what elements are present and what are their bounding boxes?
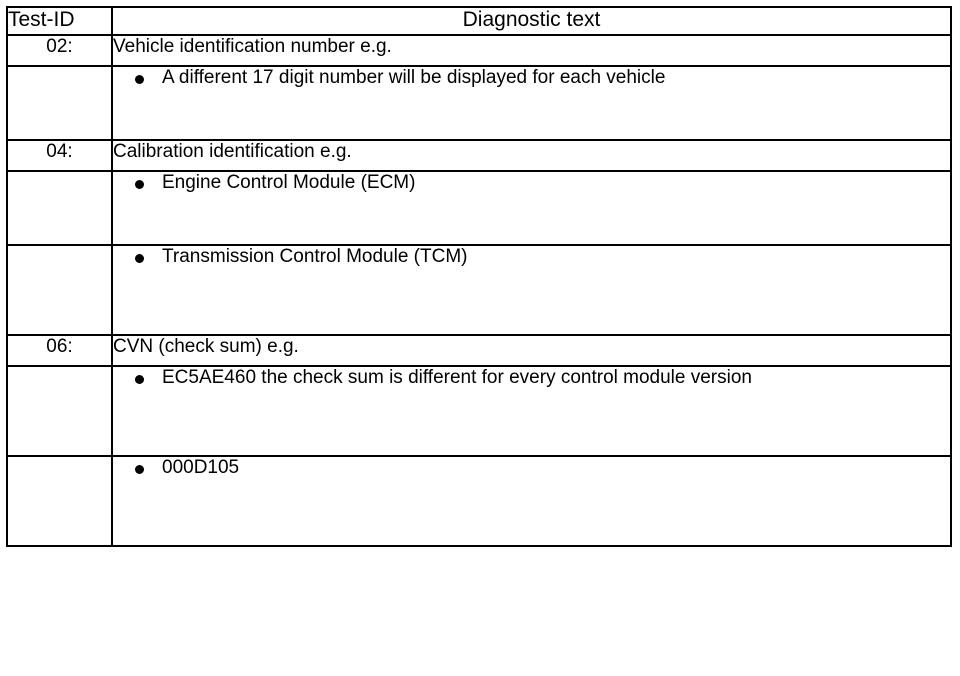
bullet-dot-icon — [135, 254, 144, 263]
cell-test-id: 02: — [7, 35, 112, 66]
cell-diagnostic-text — [112, 366, 951, 456]
cell-test-id — [7, 456, 112, 546]
table-row — [7, 456, 951, 546]
row-title-text: Vehicle identification number e.g. — [113, 36, 392, 57]
cell-diagnostic-text — [112, 35, 951, 66]
table-row — [7, 335, 951, 366]
cell-diagnostic-text — [112, 171, 951, 245]
cell-diagnostic-text — [112, 245, 951, 335]
table-row — [7, 366, 951, 456]
table-row — [7, 35, 951, 66]
bullet-item — [113, 457, 950, 479]
bullet-item — [113, 67, 950, 89]
bullet-item-text: 000D105 — [162, 457, 240, 478]
row-title-text: Calibration identification e.g. — [113, 141, 352, 162]
diagnostic-table-container — [6, 6, 950, 547]
bullet-item — [113, 367, 950, 389]
diagnostic-table — [6, 6, 952, 547]
table-row — [7, 245, 951, 335]
cell-diagnostic-text — [112, 66, 951, 140]
table-row — [7, 140, 951, 171]
row-title-text: CVN (check sum) e.g. — [113, 336, 299, 357]
cell-diagnostic-text — [112, 335, 951, 366]
cell-test-id: 06: — [7, 335, 112, 366]
cell-test-id — [7, 171, 112, 245]
column-header-diagnostic-text: Diagnostic text — [112, 7, 951, 35]
cell-diagnostic-text — [112, 456, 951, 546]
cell-test-id — [7, 245, 112, 335]
column-header-test-id: Test-ID — [7, 7, 112, 35]
bullet-dot-icon — [135, 465, 144, 474]
bullet-dot-icon — [135, 180, 144, 189]
table-header-row — [7, 7, 951, 35]
cell-test-id — [7, 66, 112, 140]
bullet-item-text: A different 17 digit number will be displayed for each vehicle — [162, 67, 666, 88]
bullet-item-text: Engine Control Module (ECM) — [162, 172, 416, 193]
bullet-dot-icon — [135, 75, 144, 84]
table-row — [7, 66, 951, 140]
bullet-item — [113, 172, 950, 194]
table-row — [7, 171, 951, 245]
bullet-item-text: Transmission Control Module (TCM) — [162, 246, 468, 267]
cell-test-id: 04: — [7, 140, 112, 171]
cell-test-id — [7, 366, 112, 456]
bullet-dot-icon — [135, 375, 144, 384]
bullet-item — [113, 246, 950, 268]
table-header — [7, 7, 951, 35]
table-body — [7, 35, 951, 546]
bullet-item-text: EC5AE460 the check sum is different for every control module version — [162, 367, 752, 388]
cell-diagnostic-text — [112, 140, 951, 171]
